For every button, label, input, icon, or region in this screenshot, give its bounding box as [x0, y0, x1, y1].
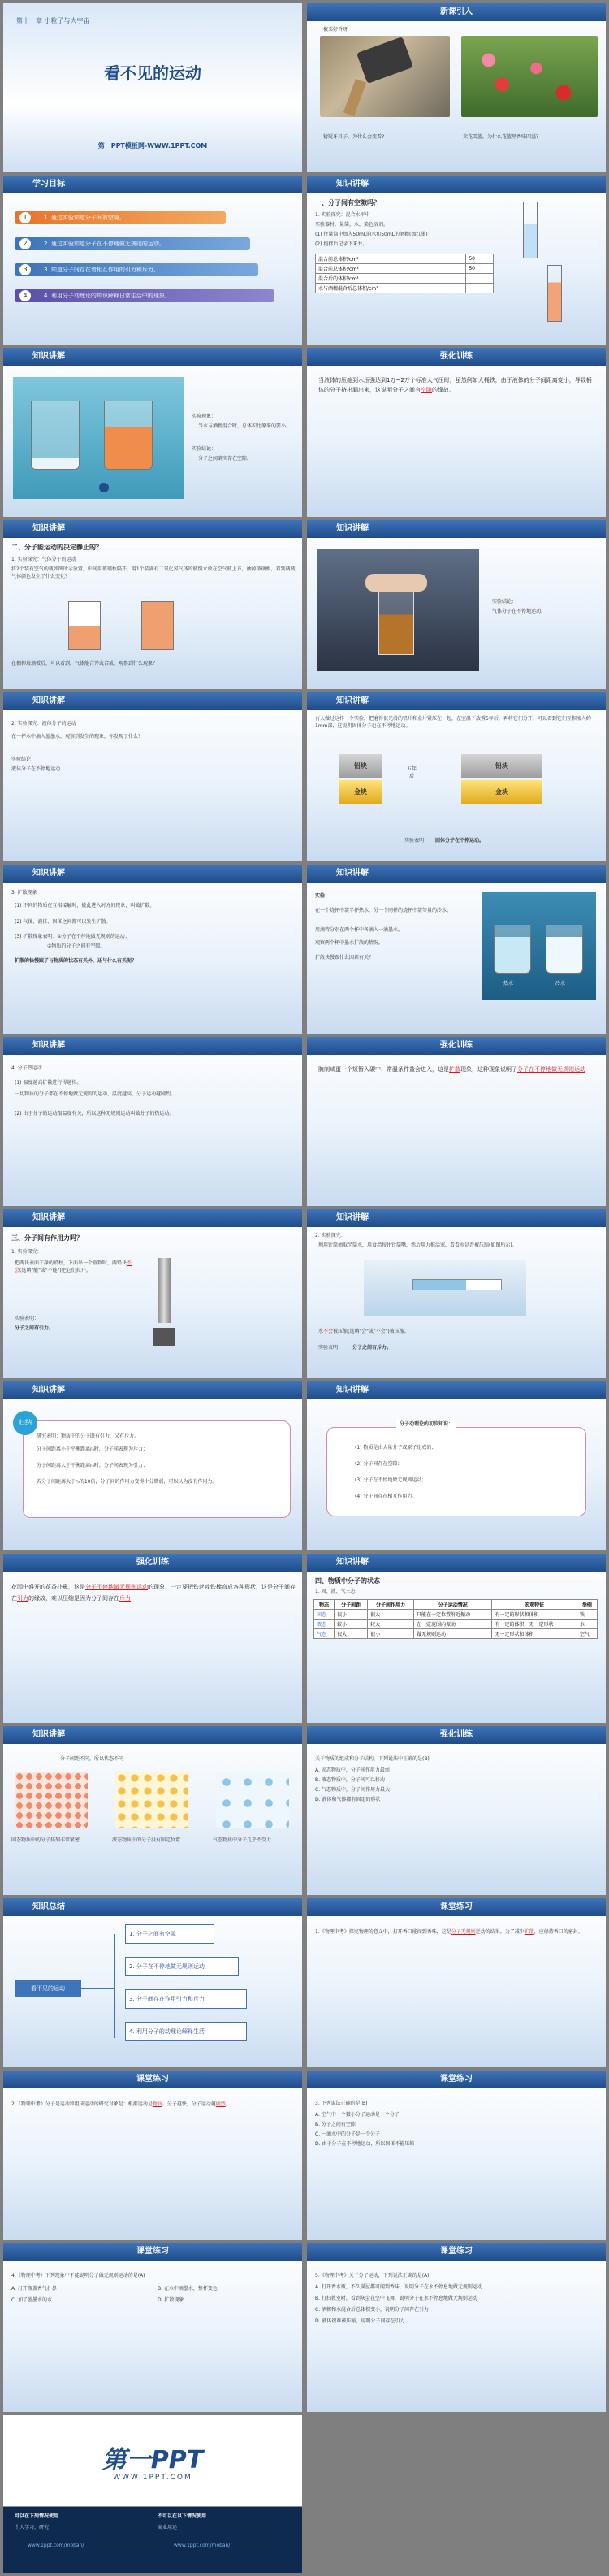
slide-practice-3[interactable] — [3, 1554, 302, 1723]
gold-block: 金块 — [461, 780, 542, 804]
slide-header: 课堂练习 — [307, 2243, 606, 2261]
slide-header: 强化训练 — [307, 1726, 606, 1744]
slide-header: 知识总结 — [3, 1898, 302, 1916]
exp-body: 将2个装有空气的瓶如图所示放置，中间用玻璃板隔开。用1个装满有二氧化氮气体的瓶倒立放在空气瓶上方，抽掉玻璃板，看到两瓶气体颜色发生了什么变化？ — [11, 566, 296, 579]
summary-line-2: 分子间距离小于平衡距离r₀时，分子间表现为斥力； — [37, 1446, 148, 1452]
option-c: C. 酒精和水混合后总体积变小，说明分子间存在引力 — [315, 2307, 430, 2313]
answer-blank: 分子在不停地做无规则运动 — [517, 1066, 585, 1073]
exp-label: 实验： — [315, 893, 330, 899]
slide-practice-4[interactable] — [307, 1726, 606, 1895]
slide-gas-result[interactable] — [307, 520, 606, 689]
cylinder-illustration — [547, 265, 562, 322]
slide-gap-result[interactable] — [3, 348, 302, 517]
option-d: D. 由于分子在不停地运动，所以固体不能压缩 — [315, 2141, 415, 2147]
table-header-row: 物态 分子间距 分子间作用力 分子运动情况 宏观特征 举例 — [314, 1600, 598, 1610]
option-c: C. 气态物质中，分子间作用力最大 — [315, 1787, 391, 1793]
summary-connector — [81, 1988, 114, 1989]
theory-box — [326, 1427, 586, 1516]
gold-block: 金块 — [339, 780, 382, 804]
allowed-heading: 可以在下列情况使用 — [15, 2513, 59, 2519]
exp-text: 把两块表面干净的铅柱，下面吊一个重物时，两铅块不会(选填"能"或"不能")把它们拉开。 — [15, 1260, 132, 1273]
answer-blank: 引力 — [17, 1595, 28, 1602]
slide-header: 课堂练习 — [3, 2071, 302, 2088]
slide-header: 知识讲解 — [3, 865, 302, 883]
slide-solid-exp[interactable] — [307, 692, 606, 861]
exp-step1: (1) 往量筒中加入50mL的水和50mL的酒精(加红墨) — [315, 232, 428, 237]
exp-title: 3. 扩散现象 — [11, 890, 37, 896]
option-c: C. 加了蓝墨水的水 — [11, 2297, 53, 2303]
summary-node: 3. 分子间存在作用引力和斥力 — [125, 1989, 247, 2009]
page-title: 看不见的运动 — [104, 63, 201, 83]
goal-item-3: 3 3. 知道分子间存在着相互作用的引力和斥力。 — [15, 263, 258, 276]
phenomenon-text: 当水与酒精混合时，总体积比原来的要小。 — [198, 423, 292, 429]
exp-text: 利用针筒抽取半筒水，用食指按住针筒嘴，然后用力推活塞，看看水是否被压缩(如图所示)。 — [318, 1242, 517, 1248]
photo-caption-left: 椒菜好香呀 — [323, 27, 348, 33]
summary-connector — [114, 1934, 115, 2038]
question: 关于物质的组成和分子结构，下列说法中正确的是(B) — [315, 1756, 430, 1762]
conclusion-label: 实验结论： — [492, 599, 517, 605]
section-title: 三、分子间有作用力吗？ — [11, 1234, 83, 1242]
option-d: D. 扩散现象 — [158, 2297, 184, 2303]
practice-text: 腌制咸蛋一个短暂入碳中，常温条件盐会进入，这是扩散现象，这种现象说明了分子在不停地做无规则运动 — [318, 1066, 585, 1073]
option-a: A. 空气中一个微小分子运动是一个分子 — [315, 2112, 400, 2118]
table-row: 混合前总体积/cm³ 50 — [316, 254, 494, 264]
brand-logo: 第一PPT — [102, 2446, 204, 2474]
exp-title: 2. 实验探究：液体分子的运动 — [11, 721, 76, 726]
answer-blank: 分子不停地做无规则运动 — [85, 1584, 148, 1590]
slide-states-visual[interactable] — [3, 1726, 302, 1895]
practice-text: 花园中盛开的花香扑鼻，这是分子不停地做无规则运动的现象，一定要把铁丝或铁棒弯成各种形状，这是分子间存在引力的缘故，难以压缩是因为分子间存在斥力 — [11, 1584, 296, 1602]
result-text: 分子之间有斥力。 — [352, 1345, 392, 1351]
exp-text: 有人做过这样一个实验，把磨得很光滑的铅片和金片紧压在一起，在室温下放置5年后，再将它们分开，可以看到它们互相渗入约1mm深，这说明固体分子也在不停地运动。 — [315, 716, 591, 729]
summary-node: 1. 分子之间有空隙 — [125, 1924, 214, 1944]
slide-header: 知识讲解 — [307, 520, 606, 538]
slide-header: 知识讲解 — [307, 692, 606, 710]
flower-photo — [461, 36, 598, 117]
table-row: 气态 很大 很小 做无规则运动 无一定形状和体积 空气 — [314, 1629, 598, 1639]
slide-intro[interactable] — [307, 3, 606, 172]
summary-line-3: 分子间距离大于平衡距离r₀时，分子间表现为引力； — [37, 1463, 148, 1468]
slide-practice-1[interactable] — [307, 348, 606, 517]
answer-blank: 扩散 — [449, 1066, 460, 1073]
lead-cylinder-illustration — [158, 1258, 171, 1323]
result-text: 固体分子在不停运动。 — [435, 838, 485, 843]
table-row: 混合前总体积/cm³ 50 — [316, 264, 494, 274]
goal-item-2: 2 2. 通过实验知道分子在不停地做无规则的运动。 — [15, 237, 250, 250]
point-1: (1) 温度越高扩散进行得越快。 — [15, 1080, 82, 1086]
slide-knowledge-summary[interactable] — [3, 1898, 302, 2067]
slide-temp-exp[interactable] — [307, 865, 606, 1034]
liquid-molecules-illustration — [115, 1772, 188, 1828]
gas-jar-illustration — [68, 601, 101, 650]
slide-diffusion[interactable] — [3, 865, 302, 1034]
question: 扩散的快慢跟了与物质的状态有关外，还与什么有关呢？ — [15, 958, 137, 964]
question: 5.《物理中考》关于分子运动，下列说法正确的是(A) — [315, 2273, 430, 2279]
conclusion-label: 实验结论： — [192, 446, 217, 452]
slide-header: 课堂练习 — [3, 2243, 302, 2261]
table-row: 固态 很小 很大 只能在一定位置附近振动 有一定的形状和体积 铁 — [314, 1610, 598, 1620]
exp-step2: (2) 搅拌后记录下来并。 — [315, 241, 368, 247]
volume-table — [315, 254, 494, 293]
option-a: A. 打开香水瓶，不久满屋都可闻到香味，说明分子在永不停息地做无规则运动 — [315, 2284, 482, 2290]
forbidden-heading: 不可以在以下情况使用 — [158, 2513, 207, 2519]
slide-header: 知识讲解 — [3, 520, 302, 538]
question: 3. 下列说法正确的是(B) — [315, 2101, 368, 2106]
summary-center-node: 看不见的运动 — [15, 1980, 81, 1997]
shovel-photo — [320, 36, 450, 117]
solid-molecules-illustration — [15, 1772, 88, 1828]
site-label: 第一PPT模板网-WWW.1PPT.COM — [97, 142, 208, 150]
exp-title: 4. 分子热运动 — [11, 1065, 42, 1071]
exp-step-3: 观察两个杯中墨水扩散的情况。 — [315, 940, 384, 946]
result-text: 分子之间有引力。 — [15, 1325, 54, 1331]
section-title: 一、分子间有空隙吗？ — [315, 199, 380, 206]
caption-left: 猜疑牙具子，为什么会变看? — [323, 134, 385, 140]
result-label: 实验表明： — [15, 1316, 40, 1321]
slide-title[interactable] — [3, 3, 302, 172]
section-title: 二、分子能运动的决定静止的？ — [11, 544, 102, 551]
exercise-text: 2.《物理中考》分子是运动和组成运动的研究对象是：根据运动是物质。分子越快，分子运动越剧烈。 — [11, 2101, 231, 2107]
gas-caption: 气态物质中分子几乎不受力 — [213, 1837, 272, 1843]
option-a: A. 打开瓶盖香气扑鼻 — [11, 2286, 57, 2292]
slide-exercise-5[interactable] — [307, 2243, 606, 2412]
syringe-photo — [364, 1260, 526, 1316]
slide-header: 知识讲解 — [307, 1554, 606, 1572]
slide-header: 知识讲解 — [3, 692, 302, 710]
option-b: B. 液态物质中，分子间可以移动 — [315, 1777, 385, 1783]
option-d: D. 液体和气体都有固定的形状 — [315, 1797, 381, 1802]
result-label: 实验表明： — [318, 1345, 343, 1351]
answer-blank: 不会 — [15, 1260, 132, 1273]
option-c: C. 一滴水中的分子是一个分子 — [315, 2131, 381, 2137]
summary-badge: 归纳 — [13, 1411, 37, 1435]
slide-force-exp[interactable] — [3, 1209, 302, 1378]
answer-blank: 剧烈 — [215, 2101, 226, 2107]
slide-header: 知识讲解 — [3, 1037, 302, 1055]
five-years-label: 五年后 — [406, 766, 417, 779]
forbidden-item: 商业用途 — [158, 2525, 178, 2530]
caption-right: 卖花雪篮，为什么花篮里香味四溢? — [463, 134, 539, 140]
slide-heat-motion[interactable] — [3, 1037, 302, 1206]
gas-video-frame — [317, 549, 479, 671]
slide-header: 新课引入 — [307, 3, 606, 21]
lead-block: 铅块 — [461, 754, 542, 778]
slide-header: 知识讲解 — [307, 865, 606, 883]
slide-header: 知识讲解 — [307, 1381, 606, 1399]
exercise-text: 1.《物理中考》探究物理的意义中，打开香口能闻到香味，这是分子无规则运动的结果。为了减少扩散，应保持香口的密封。 — [315, 1929, 583, 1935]
slide-header: 知识讲解 — [3, 1209, 302, 1227]
lead-block: 铅块 — [339, 754, 382, 778]
exp-step-2: 用滴管分别在两个杯中各滴入一滴墨水。 — [315, 927, 404, 933]
cylinder-illustration — [523, 202, 538, 258]
slide-header: 知识讲解 — [3, 348, 302, 366]
summary-node: 2. 分子在不停地做无规则运动 — [125, 1957, 239, 1976]
table-row: 水与酒精混合后总体积/cm³ — [316, 284, 494, 293]
option-b: B. 在水中滴墨水，整杯变色 — [158, 2286, 218, 2292]
goal-item-1: 1 1. 通过实验知道分子间有空隙。 — [15, 211, 226, 224]
state-table — [313, 1599, 598, 1639]
goal-item-4: 4 4. 利用分子动理论的知识解释日常生活中的现象。 — [15, 289, 274, 302]
point-4: ②物质的分子之间有空隙。 — [47, 943, 106, 949]
slide-goals[interactable] — [3, 176, 302, 345]
exp-text: 在一杯水中滴入蓝墨水，观察到发生的现象，你发现了什么？ — [11, 734, 144, 739]
solid-caption: 固态物质中的分子排列非常紧密 — [11, 1837, 80, 1843]
question: 4.《物理中考》下列现象中不能说明分子做无规则运动的是(A) — [11, 2273, 145, 2279]
point-3: (3) 扩散现象表明：①分子在不停地做无规则的运动； — [15, 934, 130, 939]
slide-state-table[interactable] — [307, 1554, 606, 1723]
answer-text: 水不会被压缩(选填"会"或"不会")被压缩。 — [318, 1329, 409, 1334]
option-a: A. 固态物质中，分子间作用力最弱 — [315, 1767, 390, 1773]
answer-blank: 分子无规则 — [451, 1929, 476, 1935]
hot-water-label: 热水 — [503, 981, 514, 987]
answer-blank: 空隙 — [421, 387, 432, 393]
exp-step-1: 在一个烧杯中装半杯热水，另一个同样的烧杯中装等量的冷水。 — [315, 908, 452, 913]
brand-url: WWW.1PPT.COM — [113, 2474, 192, 2482]
point-3: (2) 由于分子的运动跟温度有关，所以这种无规则运动叫做分子的热运动。 — [15, 1111, 175, 1117]
slide-header: 知识讲解 — [3, 1726, 302, 1744]
play-icon[interactable] — [99, 483, 109, 492]
point-2: (2) 气体、液体、固体之间都可以发生扩散。 — [15, 919, 111, 925]
theory-item: (4) 分子间存在相互作用力。 — [355, 1494, 417, 1499]
conclusion-text: 液体分子在不停地运动 — [11, 766, 61, 772]
table-row: 液态 较小 较大 在一定范围内振动 有一定的体积，无一定形状 水 — [314, 1620, 598, 1629]
slide-gas-exp[interactable] — [3, 520, 302, 689]
sub-title: 1. 固、液、气三态 — [315, 1589, 356, 1594]
table-row: 混合后的体积/cm³ — [316, 274, 494, 284]
summary-line-1: 研究表明：物质中的分子既有引力，又有斥力。 — [37, 1433, 140, 1439]
beaker-photo — [482, 892, 596, 1000]
slide-gap-exp[interactable] — [307, 176, 606, 345]
slide-repulsion-exp[interactable] — [307, 1209, 606, 1378]
caption: 分子间距不同，所以状态不同 — [60, 1756, 124, 1762]
slide-header: 强化训练 — [307, 348, 606, 366]
slide-header: 知识讲解 — [3, 1381, 302, 1399]
phenomenon-label: 实验现象： — [192, 414, 217, 419]
option-d: D. 液体很难被压缩，说明分子间存在引力 — [315, 2318, 405, 2324]
liquid-caption: 液态物质中的分子没有固定位置 — [112, 1837, 181, 1843]
gas-molecules-illustration — [216, 1772, 289, 1828]
conclusion-text: 气体分子在不停地运动。 — [492, 609, 546, 614]
slide-header: 课堂练习 — [307, 2071, 606, 2088]
point-2: 一切物质的分子都在不停地做无规则的运动，温度越高，分子运动越剧烈。 — [15, 1091, 176, 1097]
theory-item: (1) 物质是由大量分子或原子组成的； — [355, 1445, 437, 1451]
slide-summary-force[interactable] — [3, 1381, 302, 1550]
promo-link[interactable]: www.1ppt.com/moban/ — [174, 2543, 231, 2548]
slide-exercise-1[interactable] — [307, 1898, 606, 2067]
practice-text: 当液体的压缩到水压强达到1万~2万个标准大气压时，虽然例如大桶铁，由于液体的分子间距离变小，导致桶体的分子挤出漏出来，这说明分子之间有空隙的缘故。 — [318, 377, 592, 393]
slide-exercise-2[interactable] — [3, 2071, 302, 2240]
promo-link[interactable]: www.1ppt.com/moban/ — [28, 2543, 84, 2548]
allowed-item: 个人学习、研究 — [15, 2525, 50, 2530]
exp-tail: 在抽掉玻璃板后，可以看到，气体能合并或合成，观察到什么现象？ — [11, 661, 158, 666]
exp-title: 1. 实验探究：气体分子的运动 — [11, 557, 76, 562]
slide-header: 知识讲解 — [307, 176, 606, 193]
theory-item: (2) 分子间存在空隙； — [355, 1461, 403, 1467]
slide-exercise-4[interactable] — [3, 2243, 302, 2412]
summary-line-4: 若分子间距离大于r₀的10倍，分子间的作用力变得十分微弱，可以认为没有作用力。 — [37, 1479, 218, 1485]
point-1: (1) 不同的物质在互相接触时，彼此进入对方的现象，叫做扩散。 — [15, 903, 155, 909]
answer-blank: 斥力 — [119, 1595, 131, 1602]
slide-promo[interactable] — [3, 2415, 302, 2573]
result-label: 实验表明： — [404, 838, 430, 843]
beaker-photo — [13, 377, 184, 499]
slide-header: 强化训练 — [307, 1037, 606, 1055]
summary-box — [23, 1420, 291, 1518]
gas-jar-illustration — [141, 601, 174, 650]
summary-node: 4. 利用分子的动理论解释生活 — [125, 2022, 247, 2041]
slide-header: 强化训练 — [3, 1554, 302, 1572]
theory-badge: 分子动理论的初步知识： — [396, 1420, 456, 1428]
theory-item: (3) 分子在不停地做无规则运动； — [355, 1477, 427, 1483]
question: 扩散快慢跟什么因素有关？ — [315, 955, 374, 961]
option-b: B. 分子之间有空隙 — [315, 2122, 356, 2127]
answer-blank: 扩散 — [524, 1929, 534, 1935]
exp-title: 2. 实验探究： — [315, 1233, 346, 1238]
exp-material: 实验器材：量筒，水，染色溶剂。 — [315, 222, 389, 228]
slide-practice-2[interactable] — [307, 1037, 606, 1206]
chapter-label: 第十一章 小粒子与大宇宙 — [16, 17, 90, 24]
exp-title: 1. 实验探究： — [11, 1249, 42, 1255]
slide-header: 知识讲解 — [307, 1209, 606, 1227]
slide-exercise-3[interactable] — [307, 2071, 606, 2240]
section-title: 四、物质中分子的状态 — [315, 1577, 380, 1585]
option-b: B. 打扫教室时，看到灰尘在空中飞舞，说明分子在永不停息地做无规则运动 — [315, 2296, 477, 2301]
slide-liquid-exp[interactable] — [3, 692, 302, 861]
conclusion-text: 分子之间确实存在空隙。 — [198, 456, 253, 462]
answer-blank: 不会 — [323, 1329, 334, 1334]
answer-blank: 物质 — [152, 2101, 162, 2107]
slide-theory-summary[interactable] — [307, 1381, 606, 1550]
slide-header: 学习目标 — [3, 176, 302, 193]
weight-illustration — [153, 1328, 175, 1346]
slide-header: 课堂练习 — [307, 1898, 606, 1916]
conclusion-label: 实验结论： — [11, 757, 37, 762]
cold-water-label: 冷水 — [555, 981, 566, 987]
exp-title: 1. 实验探究：混合水平中 — [315, 212, 370, 218]
